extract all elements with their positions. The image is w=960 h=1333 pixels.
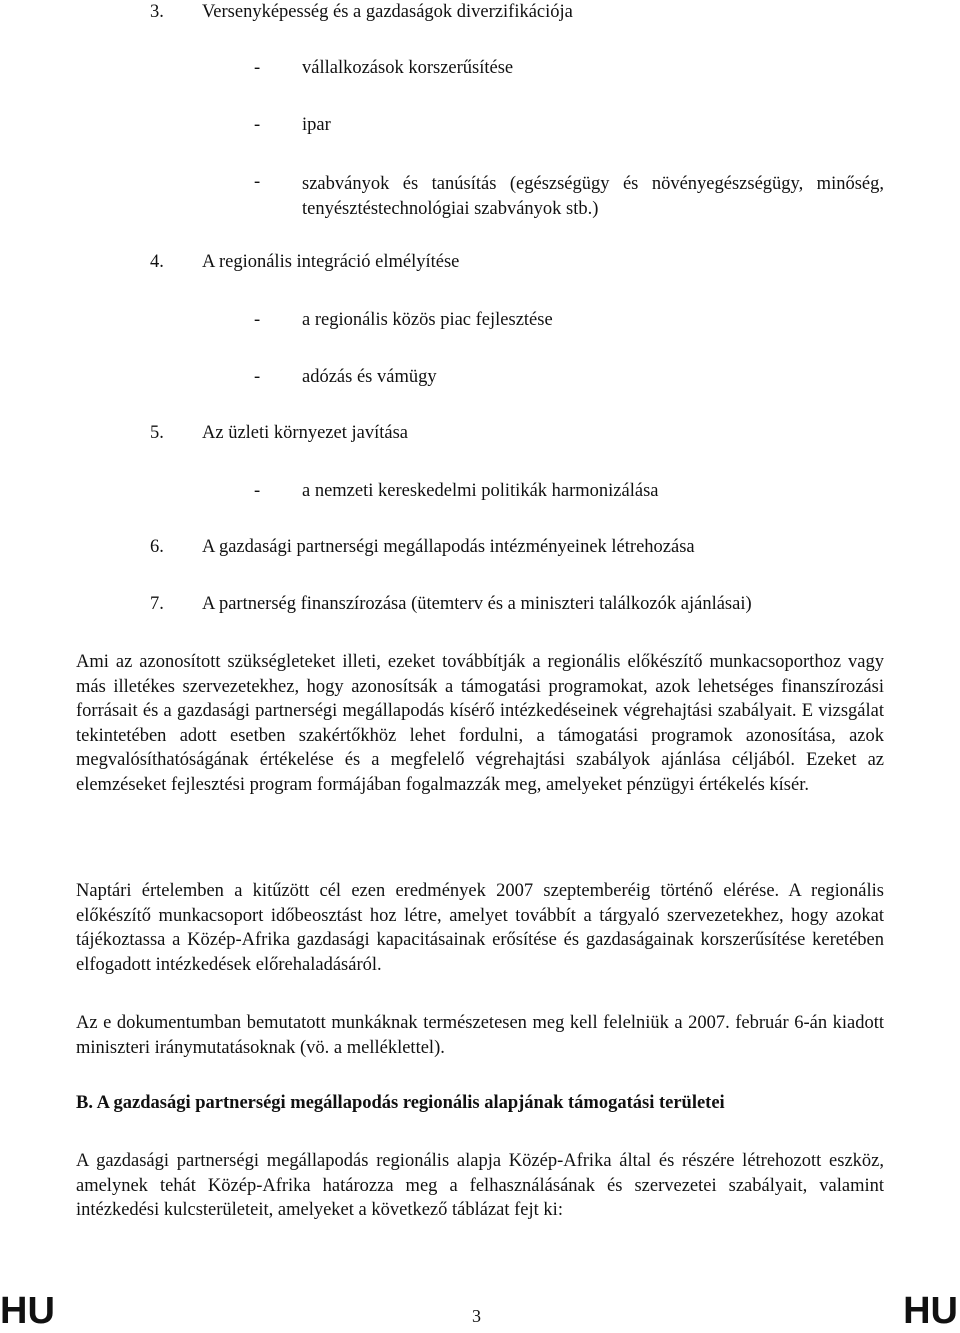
list-number: 5. [150,423,164,443]
body-paragraph: A gazdasági partnerségi megállapodás regionális alapja Közép-Afrika által és részére létrehozott eszköz, amelynek tehát Közép-Afrika határozza meg a felhasználásának és szervezetei szabályait, valamint intézkedési kulcsterületeit, amelyeket a következő táblázat fejt ki: [76,1151,884,1220]
list-item-title: A gazdasági partnerségi megállapodás intézményeinek létrehozása [202,537,695,557]
bullet-item: vállalkozások korszerűsítése [302,58,514,78]
bullet-dash: - [254,367,261,387]
list-item-title: Az üzleti környezet javítása [202,423,408,443]
bullet-item: a nemzeti kereskedelmi politikák harmonizálása [302,481,659,501]
list-number: 3. [150,2,164,22]
bullet-dash: - [254,58,261,78]
bullet-dash: - [254,172,261,192]
list-item-title: A partnerség finanszírozása (ütemterv és a miniszteri találkozók ajánlásai) [202,594,752,614]
list-number: 6. [150,537,164,557]
bullet-dash: - [254,115,261,135]
section-heading: B. A gazdasági partnerségi megállapodás regionális alapjának támogatási területei [76,1093,725,1113]
list-number: 4. [150,252,164,272]
page-number: 3 [472,1306,481,1326]
bullet-item: szabványok és tanúsítás (egészségügy és növényegészségügy, minőség, tenyésztéstechnológiai szabványok stb.) [302,174,884,219]
list-number: 7. [150,594,164,614]
body-paragraph: Az e dokumentumban bemutatott munkáknak természetesen meg kell felelniük a 2007. február 6-án kiadott miniszteri iránymutatásoknak (vö. a melléklettel). [76,1013,884,1058]
bullet-item: ipar [302,115,331,135]
list-item-title: A regionális integráció elmélyítése [202,252,460,272]
footer-language-label-left: HU [0,1290,55,1332]
bullet-dash: - [254,481,261,501]
body-paragraph: Ami az azonosított szükségleteket illeti, ezeket továbbítják a regionális előkészítő munkacsoporthoz vagy más illetékes szervezetekhez, hogy azonosítsák a támogatási programokat, azok lehetséges finanszírozási forrásait és a gazdasági partnerségi megállapodás kísérő intézkedéseinek végrehajtási szabályait. E vizsgálat tekintetében adott esetben szakértőkhöz lehet fordulni, a támogatási programok azonosítása, azok megvalósíthatóságának értékelése és a megfelelő végrehajtási szabályok ajánlása céljából. Ezeket az elemzéseket fejlesztési program formájában fogalmazzák meg, amelyeket pénzügyi értékelés kísér. [76,652,884,795]
footer-language-label-right: HU [903,1290,958,1332]
list-item-title: Versenyképesség és a gazdaságok diverzifikációja [202,2,573,22]
body-paragraph: Naptári értelemben a kitűzött cél ezen eredmények 2007 szeptemberéig történő elérése. A regionális előkészítő munkacsoport időbeosztást hoz létre, amelyet továbbít a tárgyaló szervezetekhez, hogy azokat tájékoztassa a Közép-Afrika gazdasági kapacitásainak erősítése és gazdaságainak korszerűsítése keretében elfogadott intézkedések előrehaladásáról. [76,881,884,975]
bullet-dash: - [254,310,261,330]
bullet-item: adózás és vámügy [302,367,437,387]
bullet-item: a regionális közös piac fejlesztése [302,310,553,330]
